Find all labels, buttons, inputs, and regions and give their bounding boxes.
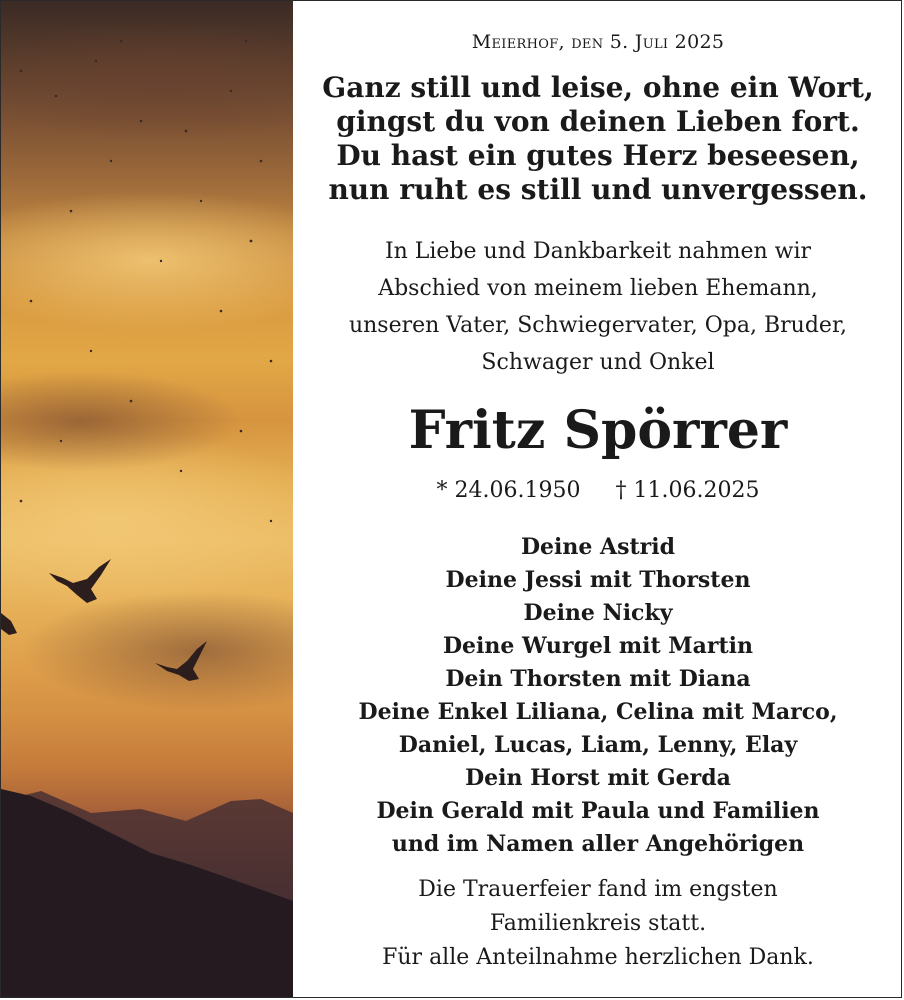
death-date: † 11.06.2025 [615, 478, 760, 503]
poem-line: gingst du von deinen Lieben fort. [336, 105, 860, 138]
mourner-line: und im Namen aller Angehörigen [391, 831, 805, 857]
notice-text [293, 1, 902, 998]
place-date-line: Meierhof, den 5. Juli 2025 [471, 31, 725, 53]
closing-line: Die Trauerfeier fand im engsten [418, 877, 778, 902]
mourners-list [293, 531, 902, 861]
farewell-intro [293, 233, 902, 381]
mourner-line: Dein Thorsten mit Diana [445, 666, 751, 692]
mourner-line: Dein Gerald mit Paula und Familien [376, 798, 820, 824]
cloud-shadow [1, 21, 293, 141]
cloud-glow [1, 191, 293, 331]
birth-date: * 24.06.1950 [436, 478, 581, 503]
mourner-line: Daniel, Lucas, Liam, Lenny, Elay [398, 732, 798, 758]
closing-line: Familienkreis statt. [489, 911, 707, 936]
bird-silhouette [1, 613, 17, 635]
mourner-line: Deine Astrid [520, 534, 676, 560]
intro-line: Schwager und Onkel [481, 350, 715, 375]
poem-line: Ganz still und leise, ohne ein Wort, [322, 71, 874, 104]
sunset-birds-photo [1, 1, 293, 998]
deceased-name: Fritz Spörrer [408, 400, 788, 461]
life-dates [293, 476, 902, 506]
memorial-poem [293, 71, 902, 207]
mourner-line: Deine Wurgel mit Martin [442, 633, 754, 659]
sunset-illustration [1, 1, 293, 998]
intro-line: In Liebe und Dankbarkeit nahmen wir [384, 239, 812, 264]
poem-line: Du hast ein gutes Herz beseesen, [336, 139, 860, 172]
mourner-line: Deine Nicky [523, 600, 673, 626]
cloud-shadow [21, 591, 293, 711]
closing-line: Für alle Anteilnahme herzlichen Dank. [382, 945, 814, 970]
closing-text [293, 873, 902, 975]
poem-line: nun ruht es still und unvergessen. [328, 173, 868, 206]
mourner-line: Deine Jessi mit Thorsten [445, 567, 751, 593]
intro-line: Abschied von meinem lieben Ehemann, [378, 276, 818, 301]
mourner-line: Dein Horst mit Gerda [465, 765, 731, 791]
intro-line: unseren Vater, Schwiegervater, Opa, Bruder, [348, 313, 848, 338]
mourner-line: Deine Enkel Liliana, Celina mit Marco, [358, 699, 838, 725]
